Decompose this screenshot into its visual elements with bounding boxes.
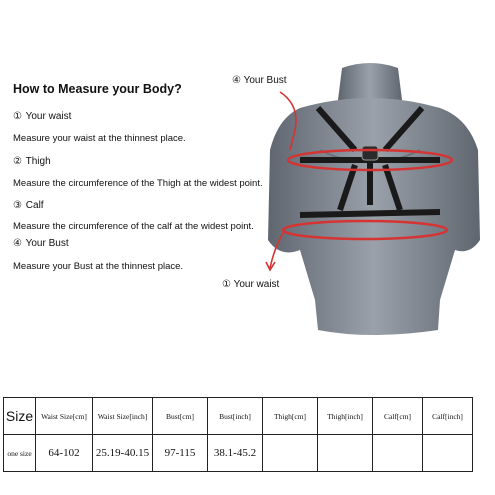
header-calf-cm: Calf[cm]: [373, 398, 423, 435]
cell-thigh-inch: [318, 435, 373, 472]
cell-calf-inch: [423, 435, 473, 472]
step-marker: ①: [13, 111, 22, 122]
header-waist-inch: Waist Size[inch]: [93, 398, 153, 435]
waist-callout: ① Your waist: [222, 279, 280, 290]
step-bust-description: Measure your Bust at the thinnest place.: [13, 261, 184, 272]
cell-waist-inch: 25.19-40.15: [93, 435, 153, 472]
step-marker: ②: [13, 156, 22, 167]
header-waist-cm: Waist Size[cm]: [36, 398, 93, 435]
header-size: Size: [4, 398, 36, 435]
header-bust-cm: Bust[cm]: [153, 398, 208, 435]
table-row: [4, 435, 473, 472]
cell-thigh-cm: [263, 435, 318, 472]
size-table: [3, 397, 473, 472]
bust-callout: ④ Your Bust: [232, 75, 287, 86]
cell-waist-cm: 64-102: [36, 435, 93, 472]
guide-title: How to Measure your Body?: [13, 82, 182, 96]
step-label: Thigh: [25, 156, 51, 167]
step-marker: ③: [13, 200, 22, 211]
header-thigh-cm: Thigh[cm]: [263, 398, 318, 435]
row-size: one size: [4, 435, 36, 472]
step-thigh-description: Measure the circumference of the Thigh at the widest point.: [13, 178, 263, 189]
step-label: Your waist: [25, 111, 72, 122]
harness-ring: [362, 146, 378, 160]
size-table-header: [4, 398, 473, 435]
mannequin-torso: [268, 98, 480, 335]
step-marker: ④: [13, 238, 22, 249]
step-calf-description: Measure the circumference of the calf at the widest point.: [13, 221, 254, 232]
cell-calf-cm: [373, 435, 423, 472]
header-thigh-inch: Thigh[inch]: [318, 398, 373, 435]
step-label: Your Bust: [25, 238, 69, 249]
header-bust-inch: Bust[inch]: [208, 398, 263, 435]
step-waist-description: Measure your waist at the thinnest place.: [13, 133, 186, 144]
cell-bust-inch: 38.1-45.2: [208, 435, 263, 472]
header-calf-inch: Calf[inch]: [423, 398, 473, 435]
cell-bust-cm: 97-115: [153, 435, 208, 472]
step-label: Calf: [25, 200, 44, 211]
